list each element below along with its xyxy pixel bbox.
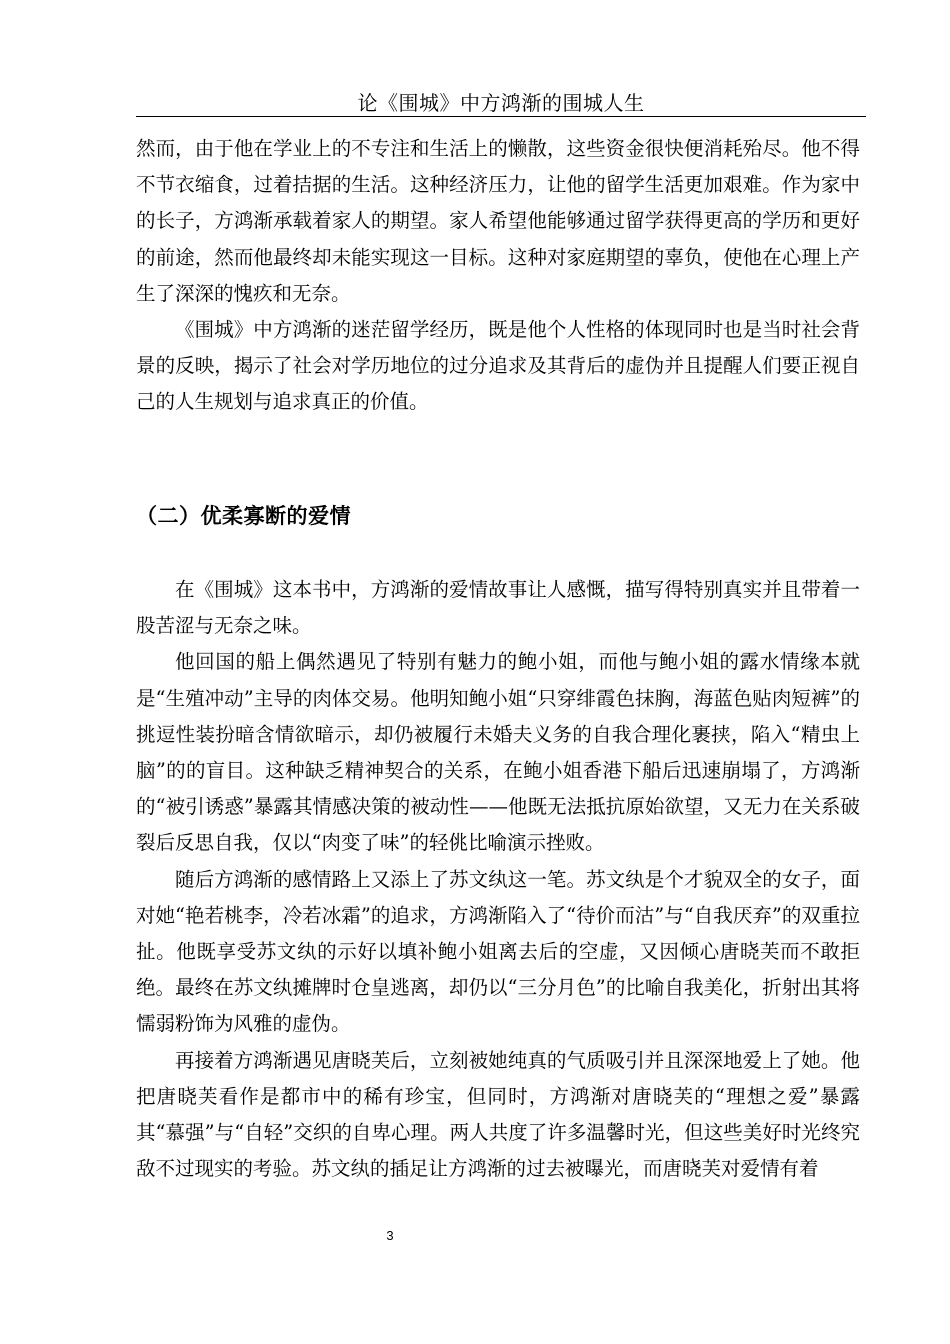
- paragraph: 他回国的船上偶然遇见了特别有魅力的鲍小姐，而他与鲍小姐的露水情缘本就是“生殖冲动”主导的肉体交易。他明知鲍小姐“只穿绯霞色抹胸，海蓝色贴肉短裤”的挑逗性装扮暗含情欲暗示，却仍被履行未婚夫义务的自我合理化裹挟，陷入“精虫上脑”的的盲目。这种缺乏精神契合的关系，在鲍小姐香港下船后迅速崩塌了，方鸿渐的“被引诱惑”暴露其情感决策的被动性——他既无法抵抗原始欲望，又无力在关系破裂后反思自我，仅以“肉变了味”的轻佻比喻演示挫败。: [136, 650, 860, 855]
- header-rule: [136, 116, 866, 117]
- paragraph: 《围城》中方鸿渐的迷茫留学经历，既是他个人性格的体现同时也是当时社会背景的反映，揭示了社会对学历地位的过分追求及其背后的虚伪并且提醒人们要正视自己的人生规划与追求真正的价值。: [136, 318, 860, 414]
- section2-body: [136, 572, 860, 1187]
- paragraph: 在《围城》这本书中，方鸿渐的爱情故事让人感慨，描写得特别真实并且带着一股苦涩与无奈之味。: [136, 578, 860, 638]
- paragraph: 随后方鸿渐的感情路上又添上了苏文纨这一笔。苏文纨是个才貌双全的女子，面对她“艳若桃李，冷若冰霜”的追求，方鸿渐陷入了“待价而沽”与“自我厌弃”的双重拉扯。他既享受苏文纨的示好以填补鲍小姐离去后的空虚，又因倾心唐晓芙而不敢拒绝。最终在苏文纨摊牌时仓皇逃离，却仍以“三分月色”的比喻自我美化，折射出其将懦弱粉饰为风雅的虚伪。: [136, 867, 860, 1036]
- running-header: 论《围城》中方鸿渐的围城人生: [357, 91, 645, 115]
- page-number: 3: [386, 1228, 394, 1243]
- paragraph: 再接着方鸿渐遇见唐晓芙后，立刻被她纯真的气质吸引并且深深地爱上了她。他把唐晓芙看作是都市中的稀有珍宝，但同时，方鸿渐对唐晓芙的“理想之爱”暴露其“慕强”与“自轻”交织的自卑心理。两人共度了许多温馨时光，但这些美好时光终究敌不过现实的考验。苏文纨的插足让方鸿渐的过去被曝光，而唐晓芙对爱情有着: [136, 1048, 860, 1181]
- section1-body: [136, 131, 860, 421]
- paragraph: 然而，由于他在学业上的不专注和生活上的懒散，这些资金很快便消耗殆尽。他不得不节衣缩食，过着拮据的生活。这种经济压力，让他的留学生活更加艰难。作为家中的长子，方鸿渐承载着家人的期望。家人希望他能够通过留学获得更高的学历和更好的前途，然而他最终却未能实现这一目标。这种对家庭期望的辜负，使他在心理上产生了深深的愧疚和无奈。: [136, 137, 860, 305]
- section-heading: （二）优柔寡断的爱情: [136, 504, 351, 528]
